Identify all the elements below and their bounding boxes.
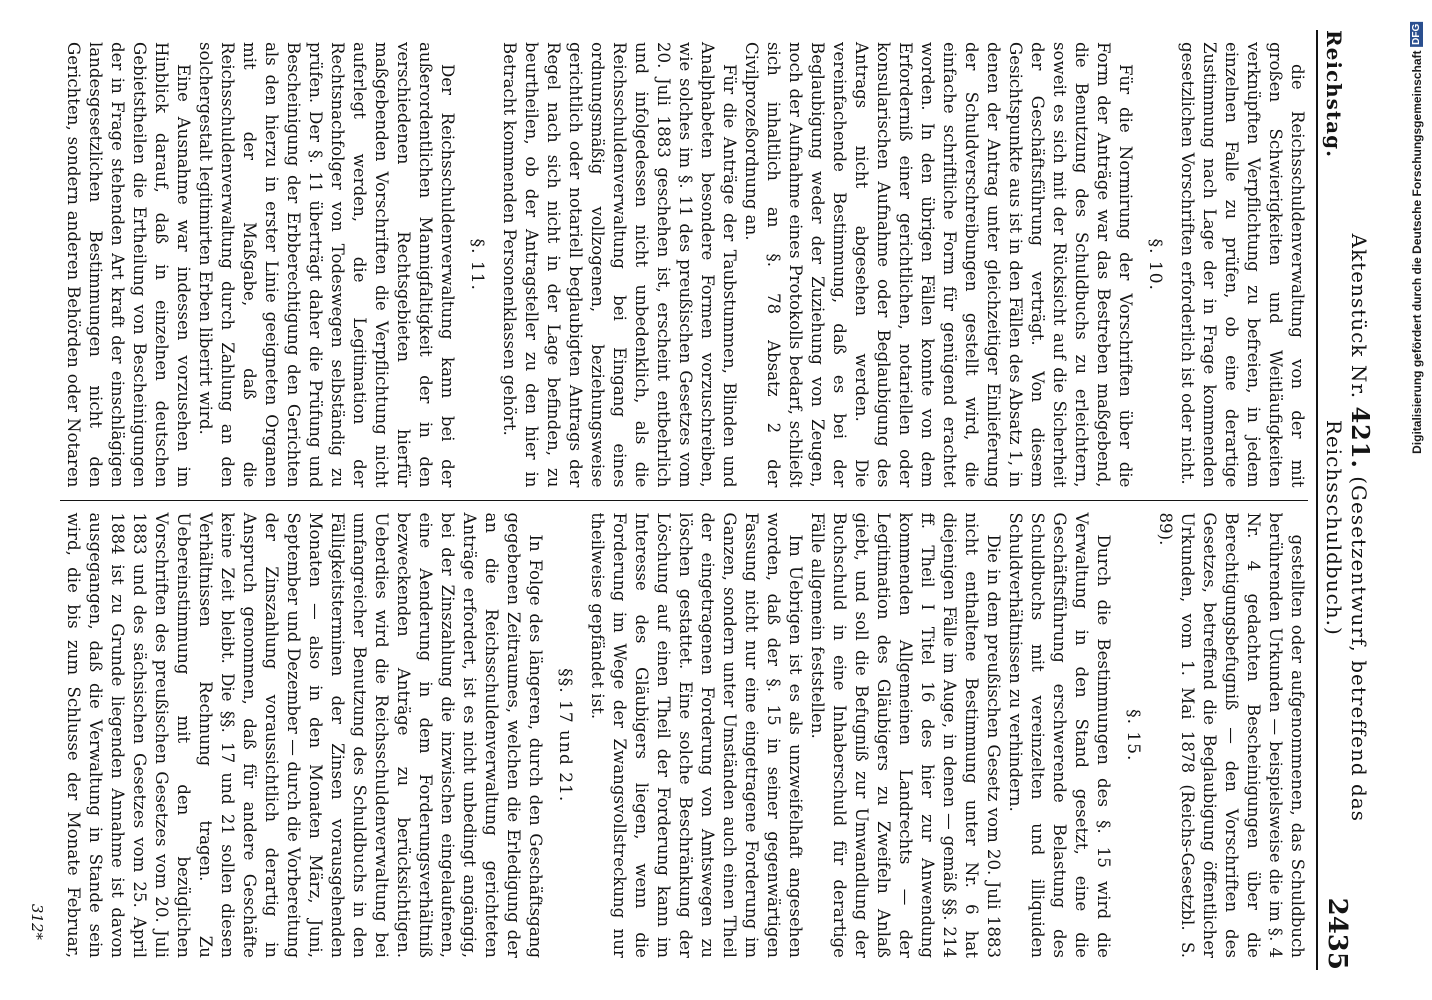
- text-columns: [60, 30, 1308, 970]
- column-right: [60, 500, 1308, 971]
- dfg-sidebar: [1402, 0, 1432, 1000]
- column-left: [60, 30, 1308, 500]
- paragraph: In Folge des längeren, durch den Geschäftsgang gegebenen Zeitraumes, welchen die Erledigung der an die Reichsschuldenverwaltung gerichteten Anträge erfordert, ist es nicht unbedingt angängig, bei der Zinszahlung die inzwischen eingelaufenen, eine Aenderung in dem Forderungsverhältniß bezweckenden Anträge zu berücksichtigen. Ueberdies wird die Reichsschuldenverwaltung bei umfangreicher Benutzung des Schuldbuchs in den Fälligkeitsterminen der Zinsen vorausgehenden Monaten — also in den Monaten März, Juni, September und Dezember — durch die Vorbereitung der Zinszahlung voraussichtlich derartig in Anspruch genommen, daß für andere Geschäfte keine Zeit bleibt. Die §§. 17 und 21 sollen diesen Verhältnissen Rechnung tragen. Zu Uebereinstimmung mit den bezüglichen Vorschriften des preußischen Gesetzes vom 20. Juli 1883 und des sächsischen Gesetzes vom 25. April 1884 ist zu Grunde liegenden Annahme ist davon ausgegangen, daß die Verwaltung in Stande sein wird, die bis zum Schlusse der Monate Februar,: [64, 512, 545, 958]
- paragraph: Die in dem preußischen Gesetz vom 20. Juli 1883 nicht enthaltene Bestimmung unter Nr. 6 hat diejenigen Fälle im Auge, in denen — gemäß §§. 214 ff. Theil I Titel 16 des hier zur Anwendung kommenden Allgemeinen Landrechts — der Legitimation des Gläubigers zu Zweifeln Anlaß giebt, und soll die Befugniß zur Umwandlung der Buchschuld in eine Inhaberschuld für derartige Fälle allgemein feststellen.: [808, 512, 1003, 958]
- header-title: [1322, 176, 1375, 880]
- paragraph: gestellten oder aufgenommenen, das Schuldbuch berührenden Urkunden — beispielsweise die im §. 4 Nr. 4 gedachten Bescheinigungen über die Berechtigungsbefugniß — den Vorschriften des Gesetzes, betreffend die Beglaubigung öffentlicher Urkunden, vom 1. Mai 1878 (Reichs-Gesetzbl. S. 89).: [1156, 512, 1307, 958]
- page-header: [1316, 30, 1375, 970]
- header-reichstag: Reichstag.: [1322, 30, 1346, 159]
- paragraph: Eine Ausnahme war indessen vorzusehen im Hinblick darauf, daß in einzelnen deutschen Gebietstheilen die Ertheilung von Bescheinigungen der in Frage stehenden Art kraft der einschlägigen landesgesetzlichen Bestimmungen nicht den Gerichten, sondern anderen Behörden oder Notaren: [64, 42, 193, 488]
- dfg-credit-text: Digitalisierung gefördert durch die Deutsche Forschungsgemeinschaft: [1410, 50, 1424, 454]
- paragraph: Der Reichsschuldenverwaltung kann bei der außerordentlichen Mannigfaltigkeit der in den verschiedenen Rechtsgebieten hierfür maßgebenden Vorschriften die Verpflichtung nicht auferlegt werden, die Legitimation der Rechtsnachfolger von Todeswegen selbständig zu prüfen. Der §. 11 überträgt daher die Prüfung und Bescheinigung der Erbberechtigung den Gerichten als den hierzu in erster Linie geeigneten Organen mit der Maßgabe, daß die Reichsschuldenverwaltung durch Zahlung an den solchergestalt legitimirten Erben liberirt wird.: [196, 42, 457, 488]
- dfg-credit: [1410, 18, 1424, 454]
- page-number: 2435: [1322, 897, 1352, 970]
- signature-mark: 312*: [28, 903, 46, 940]
- header-number: 421.: [1346, 406, 1375, 469]
- section-heading: §. 11.: [467, 238, 487, 291]
- paragraph: Durch die Bestimmungen des §. 15 wird die Verwaltung in den Stand gesetzt, eine die Geschäftsführung erschwerende Belastung des Schuldbuchs mit vereinzelten und illiquiden Schuldverhältnissen zu verhindern.: [1006, 512, 1113, 958]
- paragraph: die Reichsschuldenverwaltung von der mit großen Schwierigkeiten und Weitläufigkeiten verknüpften Verpflichtung zu befreien, in jedem einzelnen Falle zu prüfen, ob eine derartige Zustimmung nach Lage der in Frage kommenden gesetzlichen Vorschriften erforderlich ist oder nicht.: [1178, 42, 1307, 488]
- header-subject: (Gesetzentwurf, betreffend das Reichsschuldbuch.): [1322, 419, 1371, 823]
- section-heading: §. 15.: [1123, 709, 1143, 762]
- header-aktenstueck: Aktenstück Nr.: [1347, 233, 1371, 400]
- section-heading: §. 10.: [1145, 238, 1165, 291]
- dfg-logo-badge: DFG: [1411, 24, 1422, 46]
- paragraph: Für die Anträge der Taubstummen, Blinden und Analphabeten besondere Formen vorzuschreiben, wie solches im §. 11 des preußischen Gesetzes vom 20. Juli 1883 geschehen ist, erscheint entbehrlich und infolgedessen nicht unbedenklich, als die Reichsschuldenverwaltung bei Eingang eines ordnungsmäßig vollzogenen, beziehungsweise gerichtlich oder notariell beglaubigten Antrags der Regel nach sich nicht in der Lage befinden, zu beurtheilen, ob der Antragsteller zu den hier in Betracht kommenden Personenklassen gehört.: [500, 42, 739, 488]
- paragraph: Für die Normirung der Vorschriften über die Form der Anträge war das Bestreben maßgebend, die Benutzung des Schuldbuchs zu erleichtern, soweit es sich mit der Rücksicht auf die Sicherheit der Geschäftsführung verträgt. Von diesem Gesichtspunkte aus ist in den Fällen des Absatz 1, in denen der Antrag unter gleichzeitiger Einlieferung der Schuldverschreibungen gestellt wird, die einfache schriftliche Form für genügend erachtet worden. In den übrigen Fällen konnte von dem Erforderniß einer gerichtlichen, notariellen oder konsularischen Aufnahme oder Beglaubigung des Antrags nicht abgesehen werden. Die vereinfachende Bestimmung, daß es bei der Beglaubigung weder der Zuziehung von Zeugen, noch der Aufnahme eines Protokolls bedarf, schließt sich inhaltlich an §. 78 Absatz 2 der Civilprozeßordnung an.: [742, 42, 1135, 488]
- paragraph: Im Uebrigen ist es als unzweifelhaft angesehen worden, daß der §. 15 in seiner gegenwärtigen Fassung nicht nur eine eingetragene Forderung im Ganzen, sondern unter Umständen auch einen Theil der eingetragenen Forderung von Amtswegen zu löschen gestattet. Eine solche Beschränkung der Löschung auf einen Theil der Forderung kann im Interesse des Gläubigers liegen, wenn die Forderung im Wege der Zwangsvollstreckung nur theilweise gepfändet ist.: [588, 512, 805, 958]
- section-heading: §§. 17 und 21.: [555, 668, 575, 803]
